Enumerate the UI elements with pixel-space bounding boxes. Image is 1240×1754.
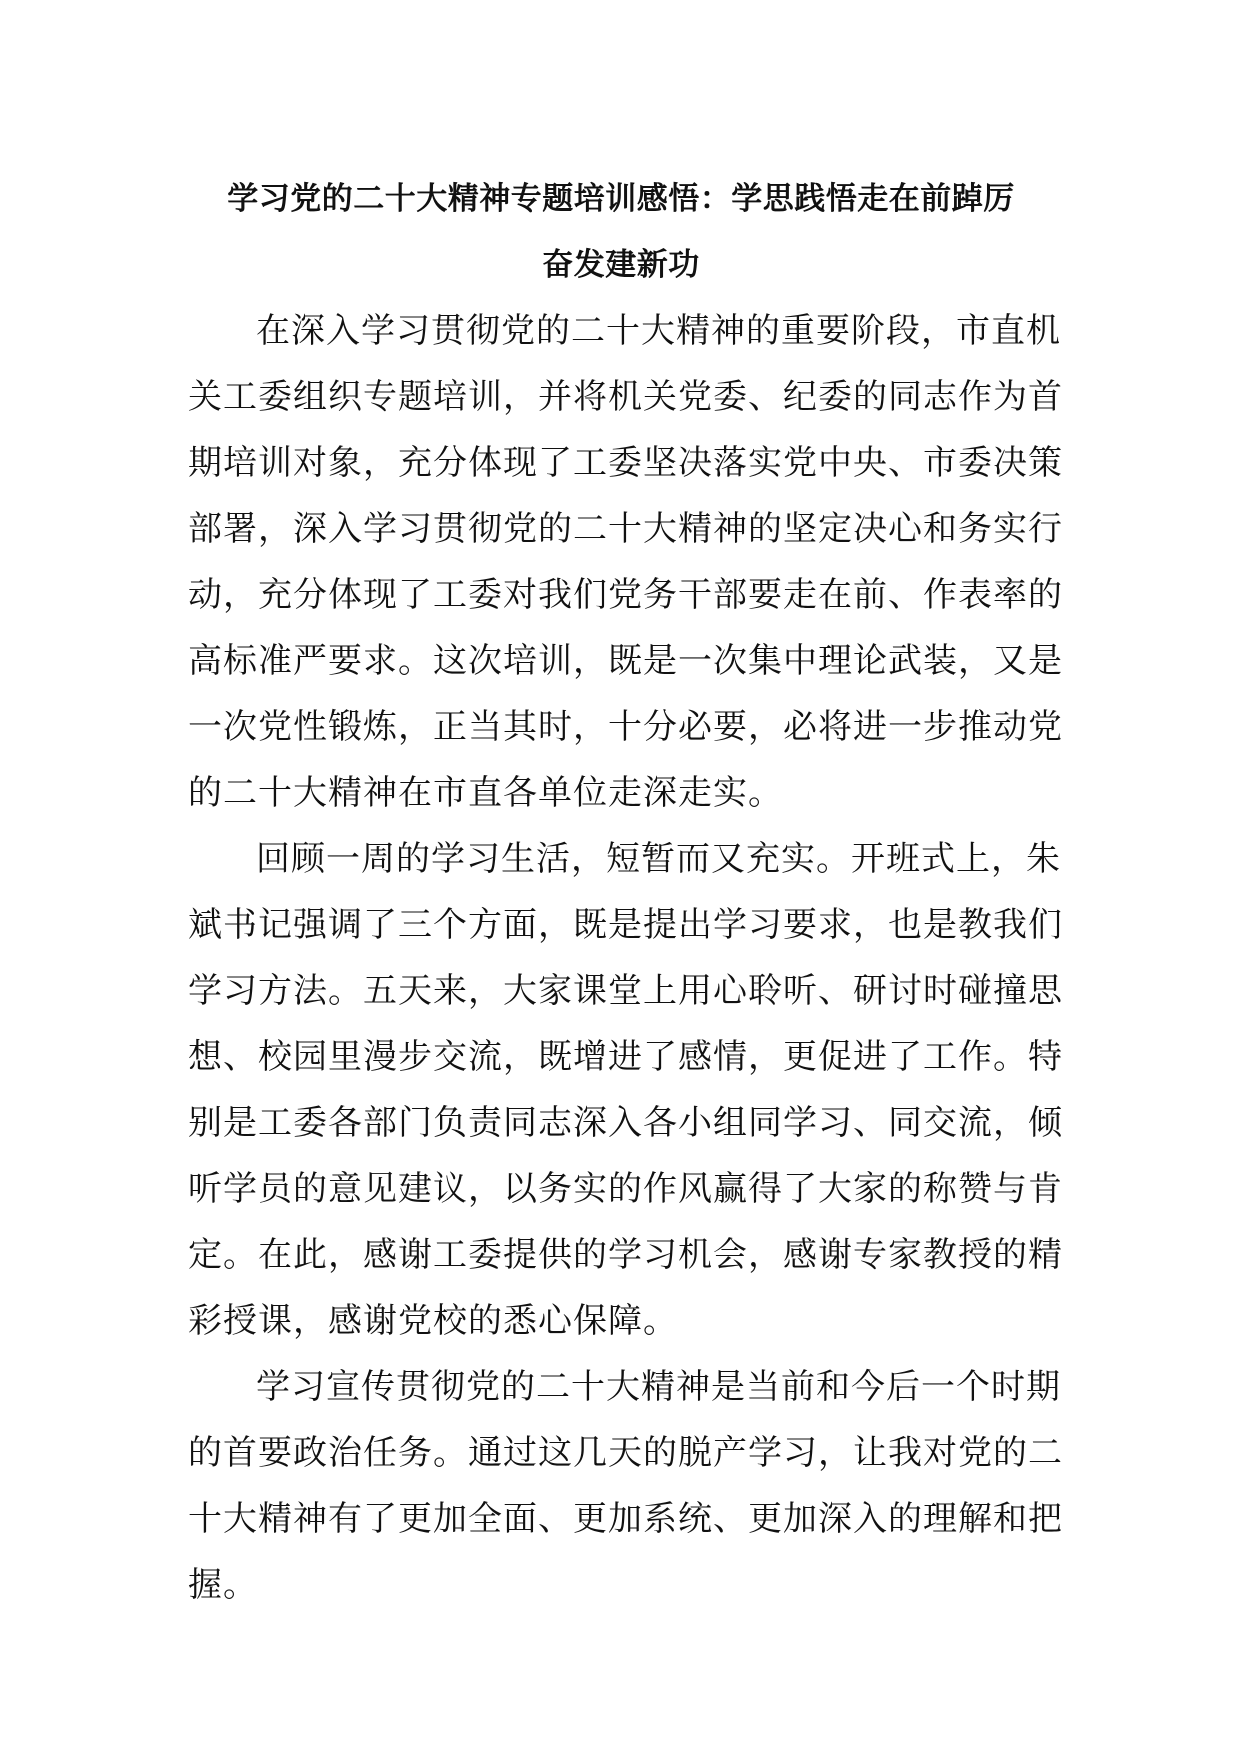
paragraph-line: 握。 — [188, 1565, 258, 1605]
paragraph-line: 定。在此，感谢工委提供的学习机会，感谢专家教授的精 — [188, 1235, 1063, 1275]
body-paragraph — [188, 826, 1063, 1354]
paragraph-line: 在深入学习贯彻党的二十大精神的重要阶段，市直机 — [256, 311, 1061, 351]
paragraph-line: 的首要政治任务。通过这几天的脱产学习，让我对党的二 — [188, 1433, 1063, 1473]
paragraph-line: 听学员的意见建议，以务实的作风赢得了大家的称赞与肯 — [188, 1169, 1063, 1209]
paragraph-line: 十大精神有了更加全面、更加系统、更加深入的理解和把 — [188, 1499, 1063, 1539]
title-line: 学习党的二十大精神专题培训感悟：学思践悟走在前踔厉 — [227, 181, 1015, 217]
paragraph-line: 学习宣传贯彻党的二十大精神是当前和今后一个时期 — [256, 1367, 1061, 1407]
paragraph-line: 关工委组织专题培训，并将机关党委、纪委的同志作为首 — [188, 377, 1063, 417]
paragraph-line: 彩授课，感谢党校的悉心保障。 — [188, 1301, 678, 1341]
paragraph-line: 别是工委各部门负责同志深入各小组同学习、同交流，倾 — [188, 1103, 1063, 1143]
paragraph-line: 高标准严要求。这次培训，既是一次集中理论武装，又是 — [188, 641, 1063, 681]
paragraph-line: 动，充分体现了工委对我们党务干部要走在前、作表率的 — [188, 575, 1063, 615]
paragraph-line: 回顾一周的学习生活，短暂而又充实。开班式上，朱 — [256, 839, 1061, 879]
paragraph-line: 学习方法。五天来，大家课堂上用心聆听、研讨时碰撞思 — [188, 971, 1063, 1011]
paragraph-line: 一次党性锻炼，正当其时，十分必要，必将进一步推动党 — [188, 707, 1063, 747]
paragraph-line: 期培训对象，充分体现了工委坚决落实党中央、市委决策 — [188, 443, 1063, 483]
body-paragraph — [188, 1354, 1063, 1618]
document-page — [188, 166, 1063, 1618]
paragraph-line: 斌书记强调了三个方面，既是提出学习要求，也是教我们 — [188, 905, 1063, 945]
paragraph-line: 想、校园里漫步交流，既增进了感情，更促进了工作。特 — [188, 1037, 1063, 1077]
body-paragraph — [188, 298, 1063, 826]
title-line: 奋发建新功 — [542, 247, 700, 283]
paragraph-line: 部署，深入学习贯彻党的二十大精神的坚定决心和务实行 — [188, 509, 1063, 549]
paragraph-line: 的二十大精神在市直各单位走深走实。 — [188, 773, 783, 813]
document-title — [188, 166, 1054, 298]
